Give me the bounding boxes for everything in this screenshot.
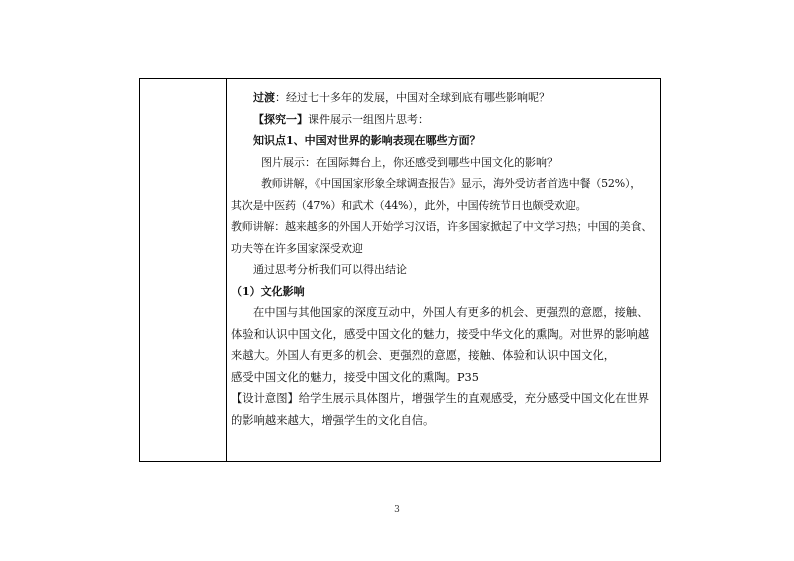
design-intent-line-1: 【设计意图】给学生展示具体图片，增强学生的直观感受，充分感受中国文化在世界 (231, 392, 649, 405)
culture-paragraph-line-2: 体验和认识中国文化，感受中国文化的魅力，接受中华文化的熏陶。对世界的影响越 (231, 327, 649, 341)
explore-text: 课件展示一组图片思考： (308, 112, 429, 126)
culture-paragraph-line-1: 在中国与其他国家的深度互动中，外国人有更多的机会、更强烈的意愿，接触、 (253, 306, 649, 319)
teacher-explain-line-2: 其次是中医药（47%）和武术（44%），此外，中国传统节日也颇受欢迎。 (231, 198, 587, 212)
culture-paragraph-line-4: 感受中国文化的魅力，接受中国文化的熏陶。P35 (231, 370, 479, 384)
explore-line (231, 109, 657, 131)
teacher-explain-line-3: 教师讲解：越来越多的外国人开始学习汉语，许多国家掀起了中文学习热；中国的美食、 (231, 220, 653, 233)
transition-label: 过渡 (253, 91, 275, 104)
knowledge-point-heading: 知识点1、中国对世界的影响表现在哪些方面？ (253, 134, 481, 147)
design-intent-line-2: 的影响越来越大，增强学生的文化自信。 (231, 413, 435, 427)
image-display-line: 图片展示：在国际舞台上，你还感受到哪些中国文化的影响？ (261, 155, 558, 169)
conclusion-line: 通过思考分析我们可以得出结论 (253, 263, 407, 276)
left-column-cell (140, 79, 227, 461)
culture-paragraph-line-3: 来越大。外国人有更多的机会、更强烈的意愿，接触、体验和认识中国文化， (231, 349, 616, 362)
section-heading-culture: （1）文化影响 (231, 284, 305, 298)
explore-label: 【探究一】 (253, 112, 308, 126)
teacher-explain-line-4: 功夫等在许多国家深受欢迎 (231, 241, 363, 255)
content-cell (231, 87, 657, 431)
transition-text: ：经过七十多年的发展，中国对全球到底有哪些影响呢？ (275, 91, 550, 104)
teacher-explain-line-1: 教师讲解，《中国国家形象全球调查报告》显示，海外受访者首选中餐（52%）， (261, 177, 642, 190)
page-number: 3 (394, 505, 400, 515)
transition-line (231, 87, 657, 109)
lesson-table (139, 78, 661, 462)
